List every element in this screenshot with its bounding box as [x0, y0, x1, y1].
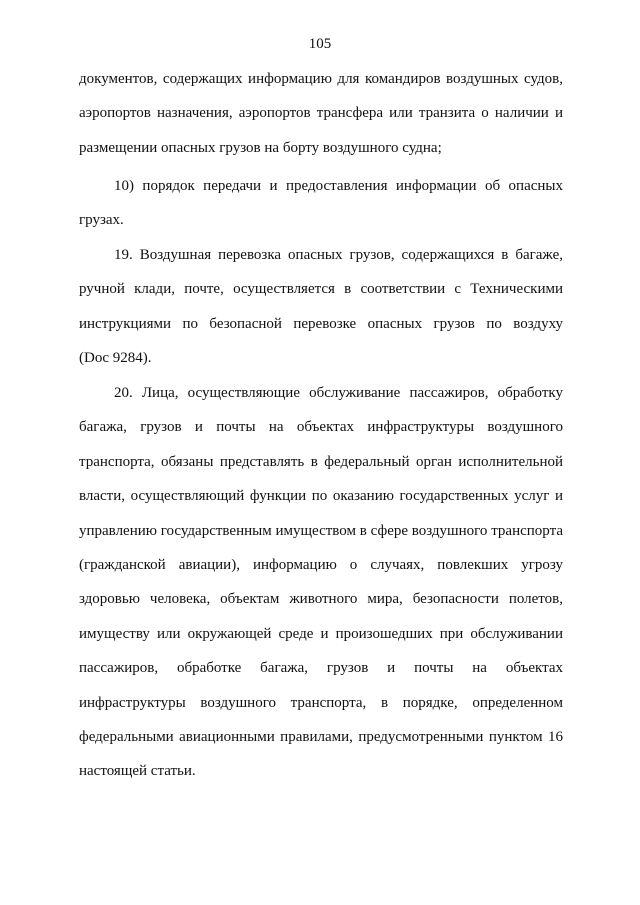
- text-line: 19. Воздушная перевозка опасных грузов, содержащихся в багаже,: [114, 247, 563, 263]
- text-line: (гражданской авиации), информацию о случаях, повлекших угрозу: [79, 556, 563, 573]
- paragraph-item-19: [79, 245, 563, 383]
- text-line: размещении опасных грузов на борту воздушного судна;: [79, 139, 442, 156]
- text-line: ручной клади, почте, осуществляется в соответствии с Техническими: [79, 281, 563, 298]
- paragraph-continuation: [79, 69, 563, 172]
- text-line: документов, содержащих информацию для командиров воздушных судов,: [79, 71, 563, 87]
- text-line: 10) порядок передачи и предоставления информации об опасных: [114, 178, 563, 194]
- text-line: (Doc 9284).: [79, 350, 152, 367]
- text-line: грузах.: [79, 212, 124, 229]
- text-line: 20. Лица, осуществляющие обслуживание пассажиров, обработку: [114, 385, 563, 401]
- text-line: транспорта, обязаны представлять в федеральный орган исполнительной: [79, 453, 563, 470]
- text-line: аэропортов назначения, аэропортов трансфера или транзита о наличии и: [79, 105, 563, 122]
- text-line: пассажиров, обработке багажа, грузов и почты на объектах: [79, 660, 563, 677]
- text-line: настоящей статьи.: [79, 763, 196, 780]
- text-line: управлению государственным имуществом в сфере воздушного транспорта: [79, 522, 563, 539]
- text-line: инфраструктуры воздушного транспорта, в порядке, определенном: [79, 694, 563, 711]
- text-line: багажа, грузов и почты на объектах инфраструктуры воздушного: [79, 419, 563, 436]
- text-line: инструкциями по безопасной перевозке опасных грузов по воздуху: [79, 315, 563, 332]
- paragraph-item-10: [79, 176, 563, 245]
- page-number: 105: [308, 36, 332, 52]
- text-line: здоровью человека, объектам животного мира, безопасности полетов,: [79, 591, 563, 608]
- text-line: власти, осуществляющий функции по оказанию государственных услуг и: [79, 488, 563, 505]
- text-line: имуществу или окружающей среде и произошедших при обслуживании: [79, 625, 563, 642]
- paragraph-item-20: [79, 383, 563, 796]
- text-line: федеральными авиационными правилами, предусмотренными пунктом 16: [79, 728, 563, 745]
